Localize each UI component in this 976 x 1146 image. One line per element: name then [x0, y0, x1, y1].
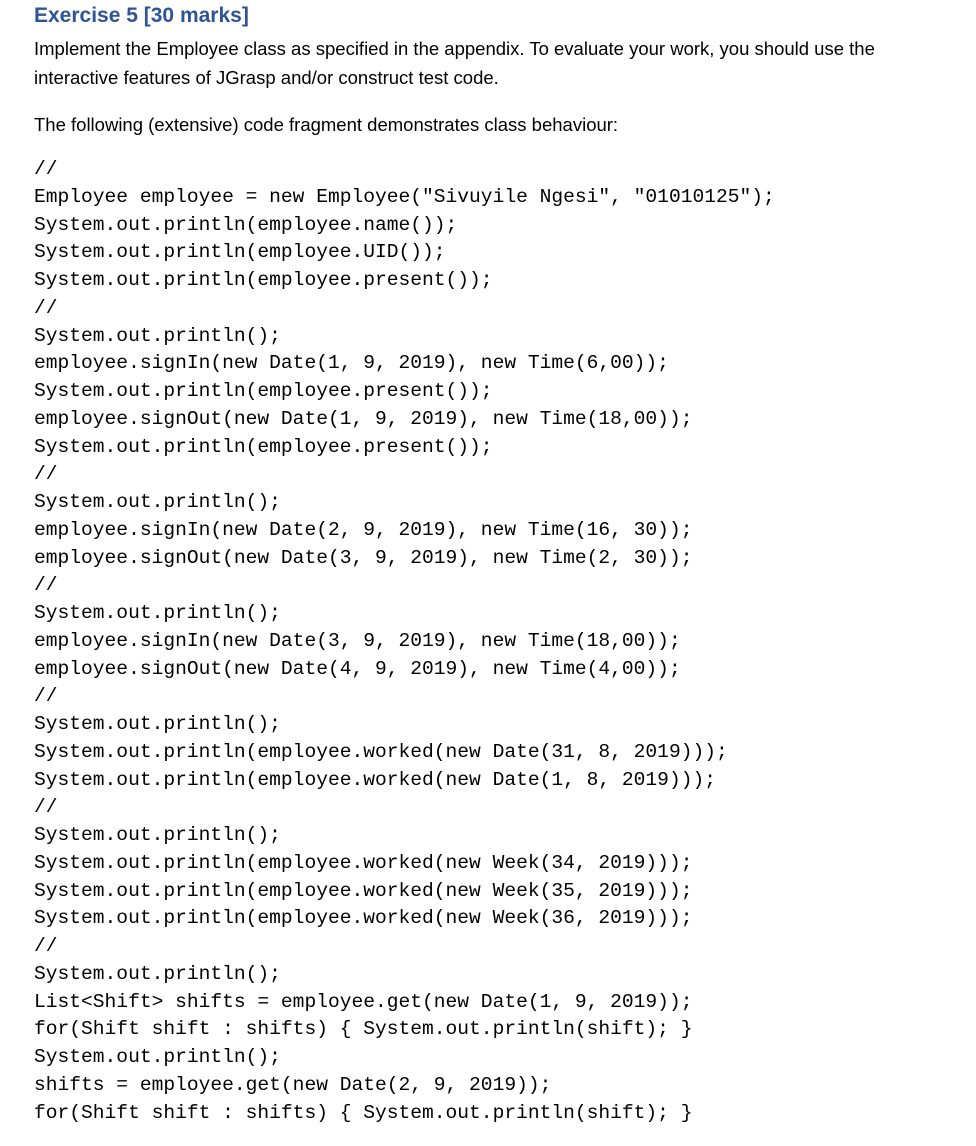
code-line: for(Shift shift : shifts) { System.out.println(shift); } [34, 1018, 693, 1041]
code-line: // [34, 574, 58, 597]
code-line: System.out.println(employee.present()); [34, 269, 493, 291]
code-line: System.out.println(employee.worked(new Date(31, 8, 2019))); [34, 740, 728, 763]
code-line: employee.signIn(new Date(1, 9, 2019), new Time(6,00)); [34, 352, 669, 375]
code-line: Employee employee = new Employee("Sivuyile Ngesi", "01010125"); [34, 185, 775, 208]
code-line: shifts = employee.get(new Date(2, 9, 2019)); [34, 1073, 552, 1096]
code-line: employee.signOut(new Date(1, 9, 2019), new Time(18,00)); [34, 407, 693, 430]
code-line: employee.signIn(new Date(3, 9, 2019), new Time(18,00)); [34, 629, 681, 652]
code-line: System.out.println(employee.worked(new Week(35, 2019))); [34, 879, 693, 902]
code-line: // [34, 158, 58, 180]
code-line: System.out.println(employee.worked(new Date(1, 8, 2019))); [34, 768, 716, 791]
code-line: // [34, 935, 58, 957]
code-line: System.out.println(employee.worked(new Week(34, 2019))); [34, 851, 693, 874]
code-line: for(Shift shift : shifts) { System.out.println(shift); } [34, 1101, 693, 1124]
code-line: // [34, 463, 58, 486]
code-line: System.out.println(); [34, 962, 281, 985]
code-line: System.out.println(employee.present()); [34, 380, 493, 402]
code-line: System.out.println(employee.UID()); [34, 241, 446, 264]
code-line: System.out.println(); [34, 491, 281, 513]
code-line: List<Shift> shifts = employee.get(new Date(1, 9, 2019)); [34, 990, 693, 1013]
code-lead-in: The following (extensive) code fragment demonstrates class behaviour: [34, 114, 619, 135]
exercise-heading: Exercise 5 [30 marks] [34, 4, 249, 27]
code-line: System.out.println(); [34, 713, 281, 735]
code-line: employee.signOut(new Date(3, 9, 2019), new Time(2, 30)); [34, 546, 693, 569]
code-line: // [34, 296, 58, 319]
code-line: // [34, 796, 58, 819]
code-line: System.out.println(); [34, 602, 281, 624]
code-line: // [34, 685, 58, 708]
code-line: System.out.println(); [34, 324, 281, 347]
code-line: System.out.println(); [34, 1046, 281, 1068]
code-line: employee.signIn(new Date(2, 9, 2019), new Time(16, 30)); [34, 518, 693, 541]
code-line: System.out.println(); [34, 824, 281, 846]
code-fragment [34, 156, 775, 1127]
exercise-intro: Implement the Employee class as specified in the appendix. To evaluate your work, you should use the interactive features of JGrasp and/or construct test code. [34, 38, 875, 88]
code-line: System.out.println(employee.name()); [34, 213, 458, 236]
code-line: System.out.println(employee.present()); [34, 435, 493, 458]
code-line: System.out.println(employee.worked(new Week(36, 2019))); [34, 907, 693, 930]
code-line: employee.signOut(new Date(4, 9, 2019), new Time(4,00)); [34, 657, 681, 680]
